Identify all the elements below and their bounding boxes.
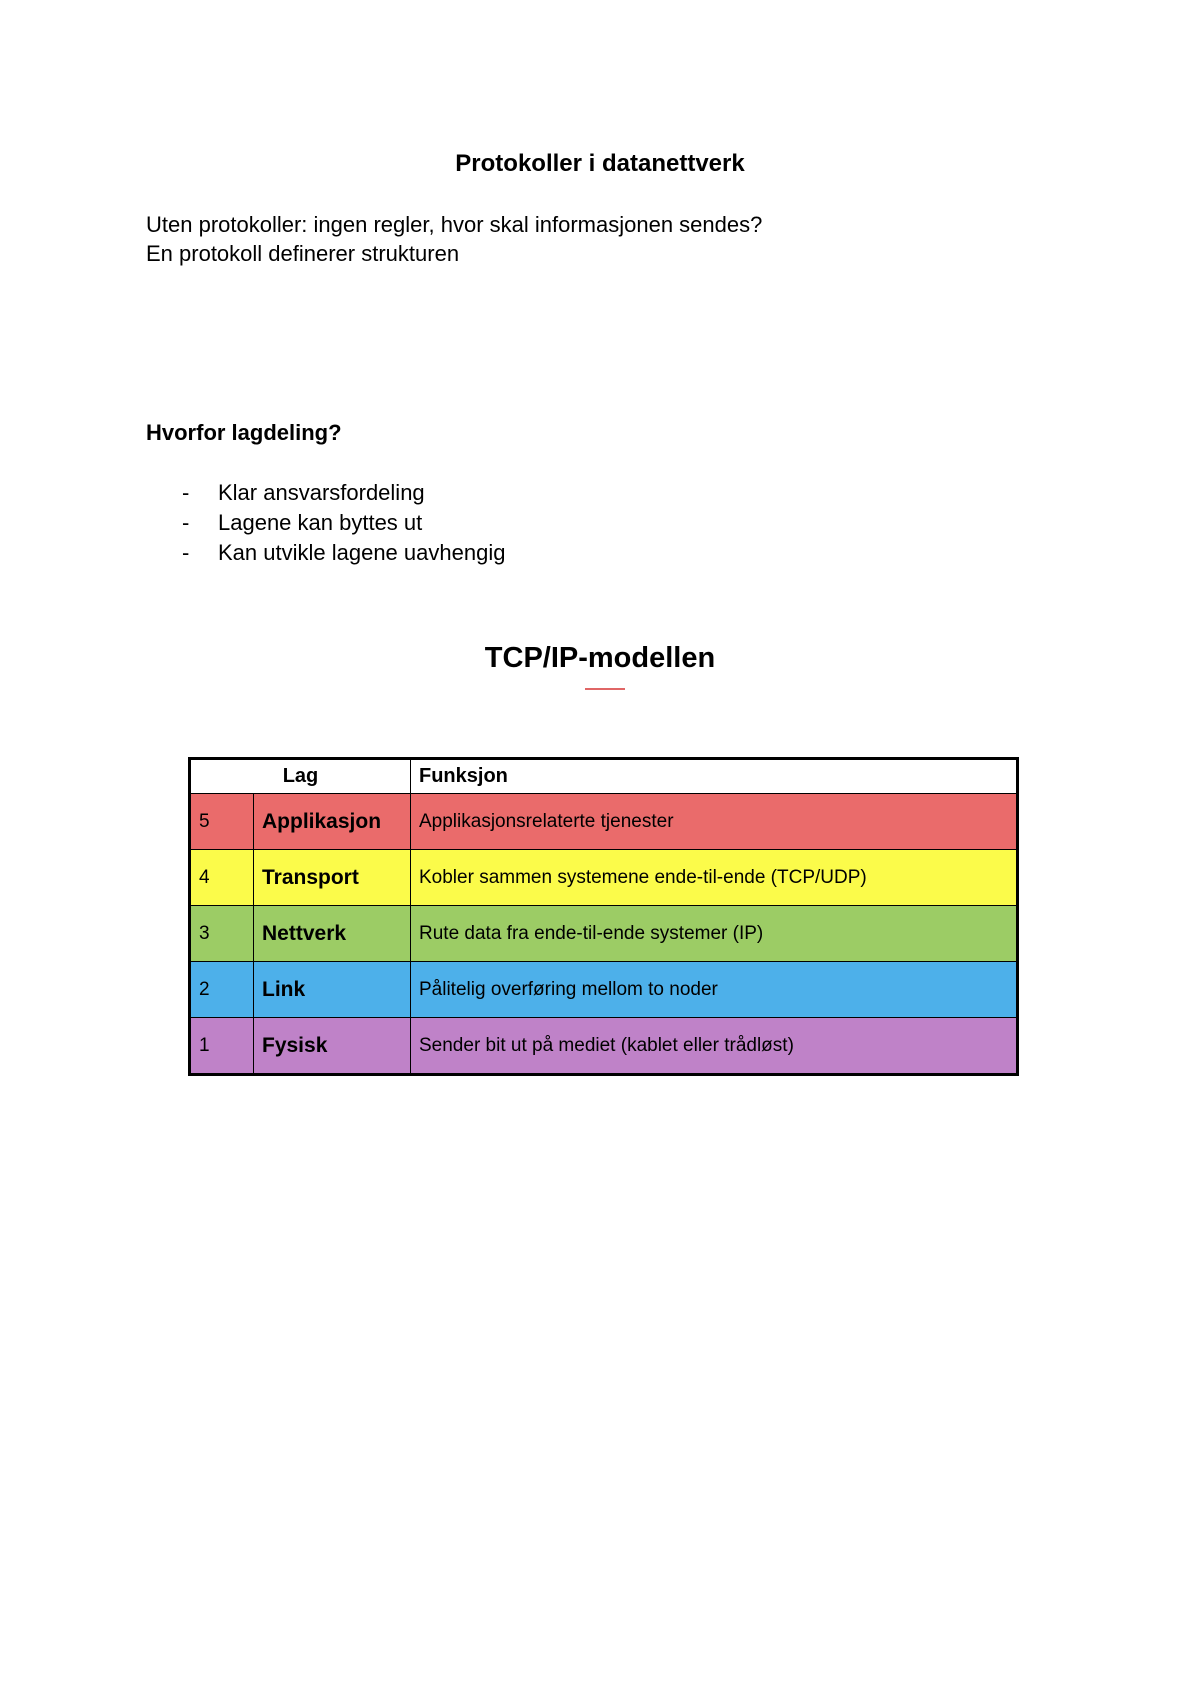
list-item-text: Klar ansvarsfordeling [218, 480, 425, 505]
tcp-model-title: TCP/IP-modellen [484, 642, 716, 674]
layer-number: 2 [190, 962, 254, 1018]
layer-number: 1 [190, 1018, 254, 1075]
bullet-marker: - [182, 540, 190, 565]
table-row [190, 962, 1018, 1018]
layer-function: Rute data fra ende-til-ende systemer (IP) [411, 906, 1018, 962]
layer-name: Fysisk [254, 1018, 411, 1075]
layering-heading: Hvorfor lagdeling? [146, 420, 342, 445]
list-item-text: Kan utvikle lagene uavhengig [218, 540, 506, 565]
list-item [146, 508, 505, 538]
layer-name: Nettverk [254, 906, 411, 962]
bullet-marker: - [182, 510, 190, 535]
column-header-funksjon: Funksjon [411, 759, 1018, 794]
intro-text [146, 210, 762, 268]
layer-number: 4 [190, 850, 254, 906]
table-row [190, 794, 1018, 850]
layer-name: Transport [254, 850, 411, 906]
layer-number: 3 [190, 906, 254, 962]
list-item-text: Lagene kan byttes ut [218, 510, 423, 535]
column-header-lag: Lag [190, 759, 411, 794]
table-row [190, 850, 1018, 906]
page-title: Protokoller i datanettverk [455, 150, 745, 177]
layer-function: Sender bit ut på mediet (kablet eller trådløst) [411, 1018, 1018, 1075]
intro-line: Uten protokoller: ingen regler, hvor skal informasjonen sendes? [146, 212, 763, 237]
list-item [146, 478, 505, 508]
intro-line: En protokoll definerer strukturen [146, 241, 460, 266]
title-underline [585, 688, 625, 690]
layer-name: Applikasjon [254, 794, 411, 850]
layer-name: Link [254, 962, 411, 1018]
layer-number: 5 [190, 794, 254, 850]
table-row [190, 1018, 1018, 1075]
tcp-ip-layer-table [188, 757, 1019, 1076]
list-item [146, 538, 505, 568]
layering-list [146, 478, 505, 568]
bullet-marker: - [182, 480, 190, 505]
layer-function: Kobler sammen systemene ende-til-ende (TCP/UDP) [411, 850, 1018, 906]
layer-function: Applikasjonsrelaterte tjenester [411, 794, 1018, 850]
table-row [190, 906, 1018, 962]
table-header-row [190, 759, 1018, 794]
layer-function: Pålitelig overføring mellom to noder [411, 962, 1018, 1018]
